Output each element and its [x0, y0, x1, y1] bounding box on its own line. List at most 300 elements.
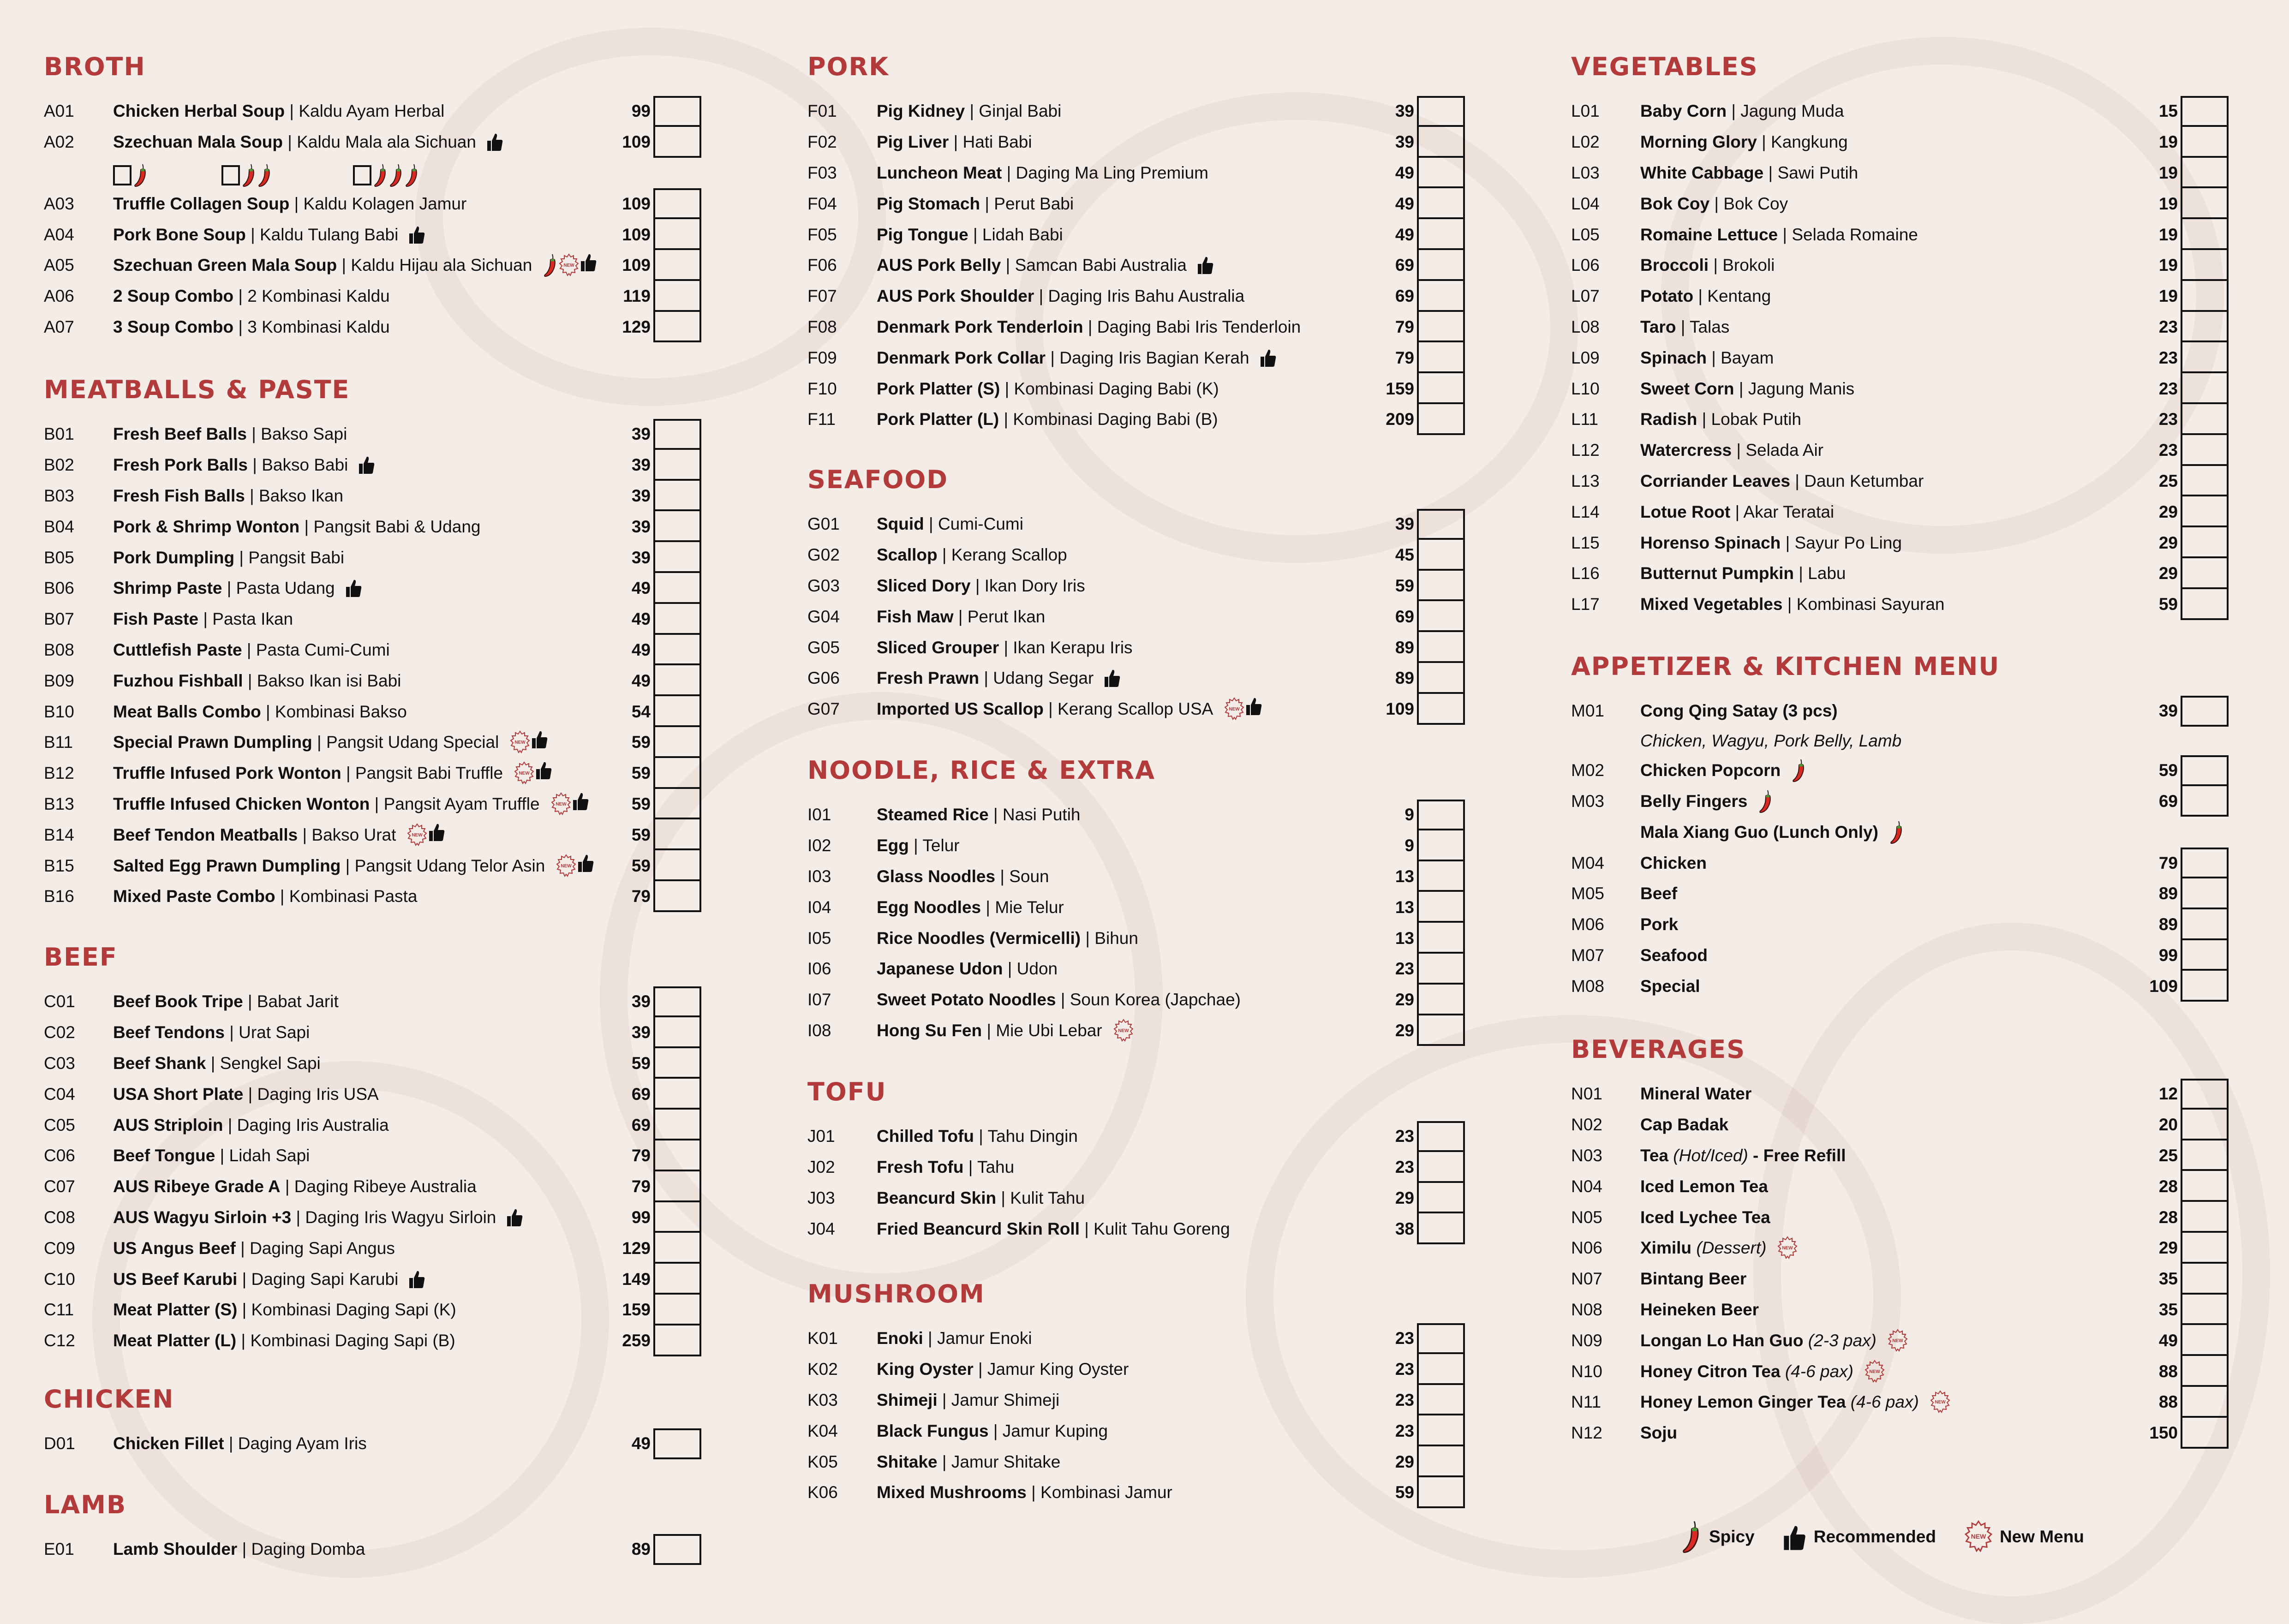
quantity-box[interactable]	[653, 1325, 701, 1356]
item-local-name: Daun Ketumbar	[1804, 471, 1924, 490]
menu-item	[44, 219, 717, 250]
item-local-name: Samcan Babi Australia	[1015, 256, 1187, 275]
item-description	[1640, 287, 1782, 306]
item-local-name: Pasta Udang	[236, 579, 335, 598]
quantity-box[interactable]	[2181, 1233, 2229, 1264]
item-description	[877, 348, 1276, 368]
item-local-name: 3 Kombinasi Kaldu	[247, 317, 390, 336]
name-separator: |	[1714, 194, 1719, 213]
menu-item	[807, 1385, 1481, 1416]
item-price: 19	[2158, 225, 2178, 244]
name-separator: |	[985, 194, 990, 213]
quantity-box[interactable]	[653, 727, 701, 758]
menu-item	[1571, 404, 2245, 435]
quantity-box[interactable]	[2181, 127, 2229, 158]
menu-item	[807, 571, 1481, 602]
item-description	[113, 1085, 390, 1104]
item-code: F07	[807, 287, 837, 306]
item-local-name: Daging Ribeye Australia	[294, 1177, 477, 1196]
item-name: 2 Soup Combo	[113, 287, 234, 306]
item-code: I02	[807, 836, 831, 855]
item-icons	[346, 579, 362, 597]
thumbs-up-icon	[346, 579, 362, 597]
item-code: A06	[44, 287, 74, 306]
item-name: Fresh Prawn	[877, 669, 980, 688]
item-description	[113, 1054, 332, 1073]
menu-item	[1571, 466, 2245, 497]
quantity-box[interactable]	[1417, 571, 1465, 602]
item-code: K03	[807, 1390, 838, 1409]
quantity-box[interactable]	[653, 881, 701, 912]
quantity-box[interactable]	[1417, 601, 1465, 632]
quantity-box[interactable]	[653, 481, 701, 512]
quantity-box[interactable]	[1417, 800, 1465, 830]
quantity-box[interactable]	[2181, 971, 2229, 1002]
quantity-box[interactable]	[1417, 312, 1465, 343]
item-price: 59	[631, 764, 651, 783]
item-price: 35	[2158, 1300, 2178, 1319]
quantity-box[interactable]	[653, 450, 701, 481]
item-description	[877, 1421, 1119, 1441]
item-description	[113, 455, 375, 475]
item-price: 29	[1395, 1021, 1414, 1040]
item-description	[877, 132, 1043, 152]
quantity-box[interactable]	[1417, 1152, 1465, 1183]
new-badge-icon	[510, 730, 530, 754]
item-local-name: Sengkel Sapi	[220, 1053, 321, 1073]
quantity-box[interactable]	[1417, 694, 1465, 725]
quantity-box[interactable]	[2181, 373, 2229, 404]
item-name: Fried Beancurd Skin Roll	[877, 1219, 1080, 1238]
name-separator: |	[289, 102, 294, 121]
name-separator: |	[228, 1434, 233, 1453]
item-description	[113, 548, 355, 567]
quantity-box[interactable]	[1417, 96, 1465, 127]
item-code: B05	[44, 548, 74, 567]
item-local-name: Mie Ubi Lebar	[996, 1021, 1102, 1040]
quantity-box[interactable]	[653, 281, 701, 312]
item-code: B03	[44, 486, 74, 505]
item-description	[877, 959, 1069, 979]
name-separator: |	[978, 1360, 983, 1379]
name-separator: |	[238, 317, 243, 336]
quantity-box[interactable]	[1417, 509, 1465, 540]
quantity-box[interactable]	[1417, 219, 1465, 250]
item-description	[113, 671, 412, 691]
item-price: 59	[631, 1053, 651, 1073]
item-icons	[359, 456, 375, 474]
item-price: 9	[1404, 836, 1414, 855]
item-price: 25	[2158, 471, 2178, 490]
name-separator: |	[252, 455, 257, 475]
quantity-box[interactable]	[653, 219, 701, 250]
item-code: F03	[807, 163, 837, 182]
menu-item	[807, 1323, 1481, 1354]
name-separator: |	[203, 609, 208, 629]
quantity-box[interactable]	[653, 819, 701, 850]
item-code: B07	[44, 609, 74, 629]
quantity-box[interactable]	[653, 665, 701, 696]
item-name: Pig Tongue	[877, 225, 968, 244]
item-price: 39	[2158, 701, 2178, 721]
quantity-box[interactable]	[1417, 861, 1465, 892]
item-description	[877, 256, 1213, 275]
quantity-box[interactable]	[1417, 342, 1465, 373]
item-code: C01	[44, 992, 75, 1011]
item-name: Iced Lemon Tea	[1640, 1176, 1768, 1196]
item-name: Pig Liver	[877, 132, 949, 152]
item-qualifier: (Hot/Iced)	[1673, 1146, 1748, 1165]
quantity-box[interactable]	[1417, 158, 1465, 189]
quantity-box[interactable]	[2181, 1110, 2229, 1140]
menu-item	[44, 127, 717, 158]
name-separator: |	[1060, 990, 1065, 1009]
quantity-box[interactable]	[1417, 663, 1465, 694]
section-noodle-rice-extra	[807, 754, 1481, 1046]
item-name: AUS Wagyu Sirloin +3	[113, 1207, 292, 1227]
quantity-box[interactable]	[2181, 940, 2229, 971]
quantity-box[interactable]	[2181, 1140, 2229, 1171]
item-price: 15	[2158, 102, 2178, 121]
menu-item	[1571, 373, 2245, 404]
svg-text:NEW: NEW	[1782, 1246, 1793, 1251]
thumbs-up-icon	[359, 456, 375, 474]
item-price: 49	[631, 579, 651, 598]
item-local-name: Selada Air	[1745, 441, 1823, 460]
name-separator: |	[979, 1127, 983, 1146]
new-badge-icon	[551, 792, 571, 816]
quantity-box[interactable]	[2181, 1356, 2229, 1387]
item-price: 13	[1395, 928, 1414, 948]
name-separator: |	[1050, 348, 1055, 367]
item-description	[1640, 731, 1901, 751]
item-name: Shimeji	[877, 1390, 938, 1409]
item-price: 49	[631, 671, 651, 690]
quantity-box[interactable]	[1417, 127, 1465, 158]
quantity-box[interactable]	[2181, 558, 2229, 589]
quantity-box[interactable]	[2181, 496, 2229, 527]
spice-level-option-3[interactable]	[353, 163, 418, 187]
item-local-name: Kombinasi Bakso	[275, 702, 407, 721]
quantity-box[interactable]	[653, 250, 701, 281]
section-title: MUSHROOM	[807, 1279, 985, 1308]
quantity-box[interactable]	[1417, 1477, 1465, 1508]
quantity-box[interactable]	[1417, 632, 1465, 663]
quantity-box[interactable]	[2181, 1387, 2229, 1418]
quantity-box[interactable]	[2181, 342, 2229, 373]
svg-text:NEW: NEW	[1229, 707, 1240, 712]
quantity-box[interactable]	[2181, 188, 2229, 219]
quantity-box[interactable]	[2181, 786, 2229, 817]
item-price: 19	[2158, 163, 2178, 182]
quantity-box[interactable]	[2181, 158, 2229, 189]
section-beef	[44, 941, 717, 1356]
quantity-box[interactable]	[1417, 1415, 1465, 1446]
quantity-box[interactable]	[2181, 281, 2229, 312]
quantity-box[interactable]	[2181, 96, 2229, 127]
item-description	[1640, 1115, 1739, 1134]
item-code: C12	[44, 1331, 75, 1350]
item-description	[1640, 410, 1812, 429]
item-code: N04	[1571, 1176, 1602, 1196]
quantity-box[interactable]	[653, 511, 701, 542]
quantity-box[interactable]	[653, 312, 701, 343]
quantity-box[interactable]	[2181, 1418, 2229, 1449]
quantity-box[interactable]	[653, 127, 701, 158]
section-title: VEGETABLES	[1571, 52, 1758, 81]
quantity-box[interactable]	[653, 1017, 701, 1048]
menu-item	[807, 219, 1481, 250]
quantity-box[interactable]	[653, 604, 701, 635]
item-code: K04	[807, 1421, 838, 1440]
quantity-box[interactable]	[653, 573, 701, 604]
quantity-box[interactable]	[653, 1233, 701, 1264]
item-description	[113, 1270, 425, 1289]
menu-item	[44, 573, 717, 604]
quantity-box[interactable]	[653, 850, 701, 881]
thumbs-up-icon	[507, 1208, 523, 1227]
item-name: AUS Striploin	[113, 1115, 223, 1134]
item-price: 28	[2158, 1176, 2178, 1196]
menu-item	[1571, 1295, 2245, 1325]
quantity-box[interactable]	[653, 542, 701, 573]
new-badge-icon	[514, 761, 534, 785]
item-name: Shrimp Paste	[113, 579, 222, 598]
quantity-box[interactable]	[1417, 1446, 1465, 1477]
quantity-box[interactable]	[1417, 1183, 1465, 1214]
item-price: 119	[623, 287, 651, 306]
quantity-box[interactable]	[1417, 892, 1465, 923]
quantity-box[interactable]	[653, 986, 701, 1017]
menu-item	[1571, 312, 2245, 343]
quantity-box[interactable]	[653, 1110, 701, 1140]
menu-item	[1571, 96, 2245, 127]
quantity-box[interactable]	[2181, 1202, 2229, 1233]
item-name: King Oyster	[877, 1360, 974, 1379]
menu-item	[807, 404, 1481, 435]
spice-level-option-2[interactable]	[221, 163, 271, 187]
item-name: Mala Xiang Guo (Lunch Only)	[1640, 822, 1878, 842]
name-separator: |	[1039, 287, 1044, 306]
quantity-box[interactable]	[653, 696, 701, 727]
name-separator: |	[1799, 564, 1803, 583]
name-separator: |	[969, 102, 974, 121]
quantity-box[interactable]	[2181, 1325, 2229, 1356]
quantity-box[interactable]	[2181, 219, 2229, 250]
item-code: M06	[1571, 915, 1604, 934]
item-price: 28	[2158, 1207, 2178, 1227]
quantity-box[interactable]	[1417, 188, 1465, 219]
quantity-box[interactable]	[2181, 312, 2229, 343]
item-code: C07	[44, 1177, 75, 1196]
quantity-box[interactable]	[2181, 755, 2229, 786]
item-name: Cap Badak	[1640, 1115, 1729, 1134]
quantity-box[interactable]	[1417, 1385, 1465, 1416]
name-separator: |	[374, 794, 379, 813]
item-name: Truffle Infused Chicken Wonton	[113, 794, 370, 813]
quantity-box[interactable]	[653, 1079, 701, 1110]
new-badge-icon	[1224, 697, 1244, 721]
item-price: 29	[2158, 1238, 2178, 1258]
quantity-box[interactable]	[1417, 404, 1465, 435]
item-description	[113, 102, 455, 121]
quantity-box[interactable]	[1417, 250, 1465, 281]
item-price: 19	[2158, 256, 2178, 275]
quantity-box[interactable]	[653, 188, 701, 219]
item-price: 39	[631, 517, 651, 536]
item-description	[113, 702, 418, 722]
item-local-name: Labu	[1808, 564, 1846, 583]
menu-item	[1571, 940, 2245, 971]
name-separator: |	[928, 1329, 932, 1348]
item-name: Mixed Vegetables	[1640, 595, 1783, 614]
quantity-box[interactable]	[653, 1140, 701, 1171]
item-price: 59	[2158, 761, 2178, 780]
item-name: Special Prawn Dumpling	[113, 733, 312, 752]
section-chicken	[44, 1383, 717, 1459]
quantity-box[interactable]	[2181, 1079, 2229, 1110]
quantity-box[interactable]	[2181, 1171, 2229, 1202]
legend-recommended-label: Recommended	[1813, 1527, 1936, 1546]
legend-recommended	[1787, 1527, 1936, 1546]
item-local-name: Jamur Enoki	[937, 1329, 1032, 1348]
quantity-box[interactable]	[1417, 1354, 1465, 1385]
quantity-box[interactable]	[653, 1048, 701, 1079]
item-description	[113, 1300, 467, 1320]
name-separator: |	[1088, 317, 1093, 336]
item-description	[113, 486, 354, 506]
item-name: Tea	[1640, 1146, 1669, 1165]
item-icons	[507, 1208, 523, 1227]
quantity-box[interactable]	[2181, 848, 2229, 878]
menu-item-list	[1571, 696, 2245, 1002]
name-separator: |	[1004, 379, 1010, 398]
item-code: F10	[807, 379, 837, 398]
quantity-box[interactable]	[653, 1264, 701, 1295]
new-badge-icon	[1113, 1019, 1134, 1043]
quantity-box[interactable]	[1417, 281, 1465, 312]
item-local-name: Cumi-Cumi	[938, 514, 1023, 534]
item-name: Sliced Grouper	[877, 638, 999, 657]
quantity-box[interactable]	[1417, 923, 1465, 954]
spice-level-checkbox[interactable]	[353, 165, 371, 185]
spice-level-checkbox[interactable]	[113, 165, 131, 185]
item-name: Pig Kidney	[877, 102, 965, 121]
item-code: G04	[807, 607, 840, 626]
spice-level-option-1[interactable]	[113, 163, 147, 187]
section-title: LAMB	[44, 1490, 127, 1519]
quantity-box[interactable]	[653, 1202, 701, 1233]
quantity-box[interactable]	[2181, 589, 2229, 620]
quantity-box[interactable]	[653, 789, 701, 820]
item-price: 39	[1395, 132, 1414, 152]
name-separator: |	[953, 132, 958, 152]
item-name: Beef Tendon Meatballs	[113, 825, 298, 844]
quantity-box[interactable]	[2181, 466, 2229, 497]
quantity-box[interactable]	[2181, 250, 2229, 281]
quantity-box[interactable]	[653, 1295, 701, 1325]
item-price: 23	[2158, 317, 2178, 336]
quantity-box[interactable]	[1417, 985, 1465, 1015]
quantity-box[interactable]	[1417, 1015, 1465, 1046]
quantity-box[interactable]	[2181, 1295, 2229, 1325]
quantity-box[interactable]	[653, 419, 701, 450]
section-meatballs-paste	[44, 374, 717, 912]
name-separator: |	[1048, 699, 1053, 719]
item-description	[1640, 163, 1869, 183]
quantity-box[interactable]	[2181, 909, 2229, 940]
menu-item-list	[807, 1121, 1481, 1244]
item-local-name: Daging Domba	[251, 1540, 365, 1559]
quantity-box[interactable]	[1417, 1213, 1465, 1244]
item-price: 59	[631, 733, 651, 752]
name-separator: |	[247, 992, 252, 1011]
thumbs-up-icon	[1105, 669, 1120, 687]
item-description	[1640, 225, 1929, 245]
item-local-name: Pangsit Babi Truffle	[355, 764, 503, 783]
quantity-box[interactable]	[1417, 1323, 1465, 1354]
quantity-box[interactable]	[653, 1428, 701, 1459]
name-separator: |	[240, 1238, 245, 1258]
item-code: C09	[44, 1238, 75, 1258]
name-separator: |	[242, 1269, 247, 1289]
quantity-box[interactable]	[653, 635, 701, 666]
item-description	[1640, 1177, 1779, 1196]
item-name: Beef Tongue	[113, 1146, 215, 1165]
item-description	[877, 1360, 1140, 1379]
quantity-box[interactable]	[1417, 830, 1465, 861]
menu-item	[44, 1534, 717, 1565]
item-code: B01	[44, 424, 74, 444]
chili-pepper-icon	[242, 163, 256, 187]
thumbs-up-icon	[1198, 256, 1213, 275]
item-local-name: Perut Babi	[994, 194, 1074, 213]
item-description	[113, 579, 362, 598]
name-separator: |	[302, 825, 307, 844]
item-code: M01	[1571, 701, 1604, 721]
item-name: Pork	[1640, 915, 1679, 934]
quantity-box[interactable]	[2181, 435, 2229, 466]
quantity-box[interactable]	[653, 758, 701, 789]
quantity-box[interactable]	[2181, 404, 2229, 435]
item-name: Denmark Pork Collar	[877, 348, 1046, 367]
quantity-box[interactable]	[1417, 1121, 1465, 1152]
quantity-box[interactable]	[2181, 878, 2229, 909]
menu-item-list	[44, 1428, 717, 1459]
quantity-box[interactable]	[2181, 527, 2229, 558]
spice-level-checkbox[interactable]	[221, 165, 240, 185]
name-separator: |	[1785, 533, 1790, 552]
quantity-box[interactable]	[1417, 954, 1465, 985]
quantity-box[interactable]	[653, 96, 701, 127]
quantity-box[interactable]	[2181, 1264, 2229, 1295]
item-name: Pork Bone Soup	[113, 225, 246, 244]
item-description	[1640, 1300, 1770, 1320]
item-icons	[1888, 1329, 1908, 1353]
quantity-box[interactable]	[1417, 373, 1465, 404]
item-description	[1640, 502, 1845, 522]
item-local-name: Soun	[1009, 866, 1049, 886]
quantity-box[interactable]	[2181, 696, 2229, 727]
name-separator: |	[986, 897, 991, 917]
quantity-box[interactable]	[653, 1534, 701, 1565]
item-description	[877, 287, 1255, 306]
quantity-box[interactable]	[1417, 540, 1465, 571]
item-price: 23	[1395, 1421, 1414, 1440]
quantity-box[interactable]	[653, 1171, 701, 1202]
name-separator: |	[239, 548, 244, 567]
item-description	[1640, 789, 1772, 813]
